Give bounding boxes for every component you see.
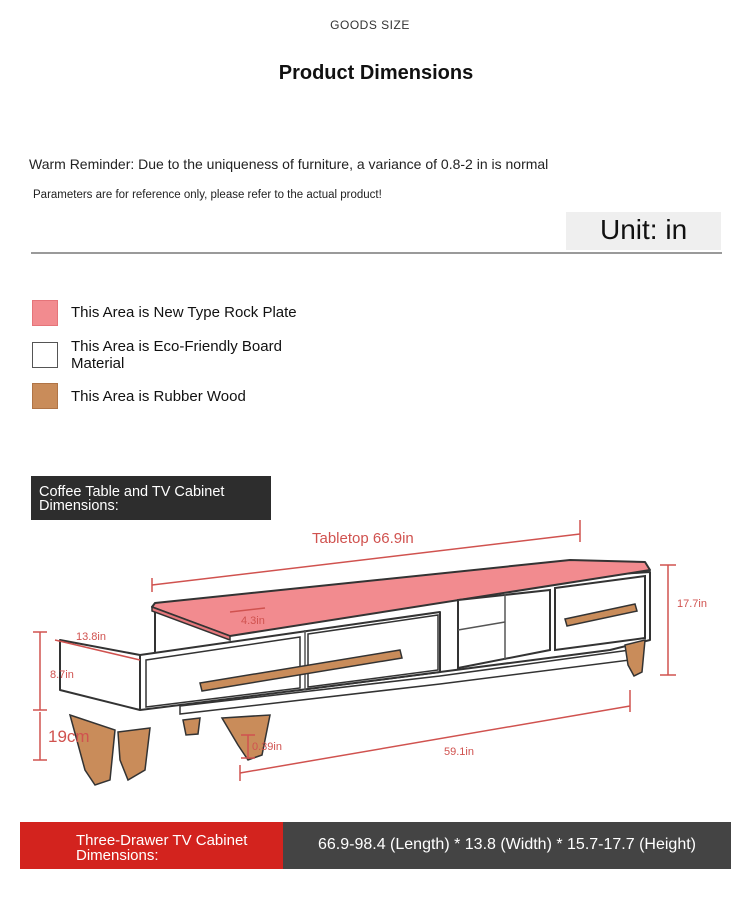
parameters-note: Parameters are for reference only, please refer to the actual product! xyxy=(33,189,382,201)
legend-label-rock-plate: This Area is New Type Rock Plate xyxy=(71,304,297,321)
leg-front-left xyxy=(70,715,115,785)
leg-mid-small xyxy=(183,718,200,735)
leg-right xyxy=(625,640,645,676)
legend-label-rubber-wood: This Area is Rubber Wood xyxy=(71,388,246,405)
dim-coffee-height-label: 8.7in xyxy=(50,669,74,681)
page-title: Product Dimensions xyxy=(278,62,474,84)
dim-depth-label: 13.8in xyxy=(76,631,106,643)
dim-tabletop-label: Tabletop 66.9in xyxy=(312,530,414,547)
legend-label-eco-board: This Area is Eco-Friendly Board Material xyxy=(71,338,282,372)
footer-dimensions: 66.9-98.4 (Length) * 13.8 (Width) * 15.7-17.7 (Height) xyxy=(318,836,696,853)
footer-label: Three-Drawer TV Cabinet Dimensions: xyxy=(76,832,248,864)
goods-size-eyebrow: GOODS SIZE xyxy=(330,18,410,32)
furniture-diagram xyxy=(0,510,750,810)
warm-reminder-text: Warm Reminder: Due to the uniqueness of furniture, a variance of 0.8-2 in is normal xyxy=(29,156,549,172)
dim-height-label: 17.7in xyxy=(677,598,707,610)
rubber-wood-swatch xyxy=(32,383,58,409)
unit-label: Unit: in xyxy=(600,214,688,245)
header-divider xyxy=(31,252,722,254)
leg-back-left xyxy=(118,728,150,780)
rock-plate-swatch xyxy=(32,300,58,326)
dim-base-length-label: 59.1in xyxy=(444,746,474,758)
eco-board-swatch xyxy=(32,342,58,368)
dim-leg-label: 19cm xyxy=(48,727,90,746)
leg-front-mid xyxy=(222,715,270,760)
section-label: Coffee Table and TV Cabinet Dimensions: xyxy=(39,484,225,514)
dim-small-label: 0.39in xyxy=(252,741,282,753)
dim-thickness-label: 4.3in xyxy=(241,615,265,627)
